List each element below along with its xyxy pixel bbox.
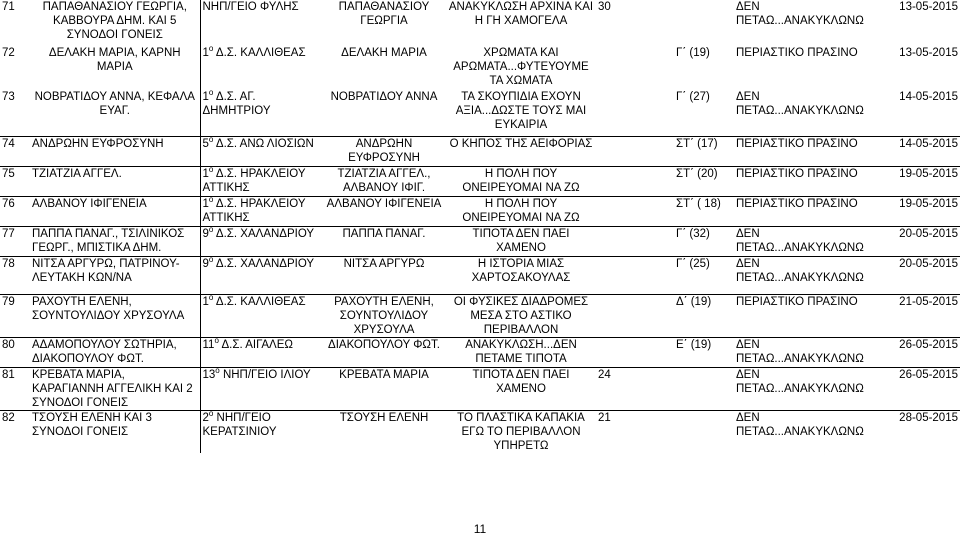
students-cell: ΑΝΔΡΩΗΝ ΕΥΦΡΟΣΥΝΗ (30, 136, 200, 166)
participants-cell (596, 46, 674, 90)
teacher-cell: ΠΑΠΑΘΑΝΑΣΙΟΥ ΓΕΩΡΓΙΑ (338, 1, 430, 27)
program-cell: ΠΕΡΙΑΣΤΙΚΟ ΠΡΑΣΙΝΟ (734, 166, 884, 196)
school-name: Δ.Σ. ΚΑΛΛΙΘΕΑΣ (213, 47, 306, 59)
school-number: 1 (202, 167, 209, 180)
table-row (0, 410, 960, 453)
participants-cell (596, 136, 674, 166)
date-cell: 14-05-2015 (899, 91, 958, 103)
program-cell: ΔΕΝ ΠΕΤΑΩ...ΑΝΑΚΥΚΛΩΝΩ (734, 256, 884, 294)
school-cell (200, 367, 322, 410)
school-number: 1 (202, 47, 209, 59)
school-ordinal: ο (215, 367, 220, 375)
participants-cell: 30 (598, 1, 611, 13)
students-cell: ΠΑΠΑΘΑΝΑΣΙΟΥ ΓΕΩΡΓΙΑ, ΚΑΒΒΟΥΡΑ ΔΗΜ. ΚΑΙ 5 ΣΥΝΟΔΟΙ ΓΟΝΕΙΣ (30, 0, 200, 46)
school-number: 9 (202, 227, 209, 240)
students-cell: ΡΑΧΟΥΤΗ ΕΛΕΝΗ, ΣΟΥΝΤΟΥΛΙΔΟΥ ΧΡΥΣΟΥΛΑ (30, 294, 200, 337)
table-row (0, 0, 960, 46)
teacher-cell: ΤΣΟΥΣΗ ΕΛΕΝΗ (322, 410, 446, 453)
school-name: Δ.Σ. ΚΑΛΛΙΘΕΑΣ (213, 295, 306, 308)
school-ordinal: ο (208, 136, 214, 144)
row-number: 73 (2, 91, 15, 103)
teacher-cell: ΚΡΕΒΑΤΑ ΜΑΡΙΑ (322, 367, 446, 410)
row-number: 81 (0, 367, 30, 410)
school-number: 1 (202, 197, 209, 210)
students-cell: ΤΖΙΑΤΖΙΑ ΑΓΓΕΛ. (30, 166, 200, 196)
row-number: 77 (0, 226, 30, 256)
students-cell: ΤΣΟΥΣΗ ΕΛΕΝΗ ΚΑΙ 3 ΣΥΝΟΔΟΙ ΓΟΝΕΙΣ (30, 410, 200, 453)
students-cell: ΑΔΑΜΟΠΟΥΛΟΥ ΣΩΤΗΡΙΑ, ΔΙΑΚΟΠΟΥΛΟΥ ΦΩΤ. (30, 337, 200, 367)
school-cell (200, 294, 322, 337)
date-cell: 21-05-2015 (884, 294, 960, 337)
students-cell: ΑΛΒΑΝΟΥ ΙΦΙΓΕΝΕΙΑ (30, 196, 200, 226)
school-number: 13 (202, 368, 216, 381)
school-cell (200, 136, 322, 166)
school-cell (200, 256, 322, 294)
program-title-cell: Ο ΚΗΠΟΣ ΤΗΣ ΑΕΙΦΟΡΙΑΣ (446, 136, 596, 166)
row-number: 75 (0, 166, 30, 196)
participants-cell: 24 (596, 367, 674, 410)
row-number: 72 (2, 47, 15, 59)
school-cell: ΝΗΠ/ΓΕΙΟ ΦΥΛΗΣ (202, 1, 299, 13)
row-number: 71 (2, 1, 15, 13)
participants-cell (596, 294, 674, 337)
teacher-cell: ΡΑΧΟΥΤΗ ΕΛΕΝΗ, ΣΟΥΝΤΟΥΛΙΔΟΥ ΧΡΥΣΟΥΛΑ (322, 294, 446, 337)
students-cell: ΝΟΒΡΑΤΙΔΟΥ ΑΝΝΑ, ΚΕΦΑΛΑ ΕΥΑΓ. (30, 90, 200, 136)
school-cell (200, 226, 322, 256)
program-title-cell: ΤΙΠΟΤΑ ΔΕΝ ΠΑΕΙ ΧΑΜΕΝΟ (446, 226, 596, 256)
school-ordinal: ο (208, 46, 214, 54)
program-cell: ΔΕΝ ΠΕΤΑΩ...ΑΝΑΚΥΚΛΩΝΩ (736, 1, 864, 27)
table-row (0, 136, 960, 166)
students-cell: ΠΑΠΠΑ ΠΑΝΑΓ., ΤΣΙΛΙΝΙΚΟΣ ΓΕΩΡΓ., ΜΠΙΣΤΙΚΑ ΔΗΜ. (30, 226, 200, 256)
program-cell: ΔΕΝ ΠΕΤΑΩ...ΑΝΑΚΥΚΛΩΝΩ (736, 91, 864, 117)
class-cell (674, 0, 734, 46)
teacher-cell: ΔΙΑΚΟΠΟΥΛΟΥ ΦΩΤ. (322, 337, 446, 367)
row-number: 82 (0, 410, 30, 453)
school-name: Δ.Σ. ΑΝΩ ΛΙΟΣΙΩΝ (213, 137, 314, 150)
school-cell (200, 90, 322, 136)
class-cell: ΣΤ΄ ( 18) (674, 196, 734, 226)
students-cell: ΝΙΤΣΑ ΑΡΓΥΡΩ, ΠΑΤΡΙΝΟΥ-ΛΕΥΤΑΚΗ ΚΩΝ/ΝΑ (30, 256, 200, 294)
program-cell: ΠΕΡΙΑΣΤΙΚΟ ΠΡΑΣΙΝΟ (736, 47, 858, 59)
row-number: 76 (0, 196, 30, 226)
program-cell: ΔΕΝ ΠΕΤΑΩ...ΑΝΑΚΥΚΛΩΝΩ (734, 410, 884, 453)
school-number: 9 (202, 257, 209, 270)
program-title-cell: ΤΑ ΣΚΟΥΠΙΔΙΑ ΕΧΟΥΝ ΑΞΙΑ...ΔΩΣΤΕ ΤΟΥΣ ΜΑΙ ΕΥΚΑΙΡΙΑ (455, 91, 587, 131)
program-title-cell: ΤΙΠΟΤΑ ΔΕΝ ΠΑΕΙ ΧΑΜΕΝΟ (446, 367, 596, 410)
row-number: 78 (0, 256, 30, 294)
class-cell: ΣΤ΄ (17) (674, 136, 734, 166)
program-cell: ΠΕΡΙΑΣΤΙΚΟ ΠΡΑΣΙΝΟ (734, 136, 884, 166)
school-ordinal: ο (208, 256, 214, 264)
program-cell: ΔΕΝ ΠΕΤΑΩ...ΑΝΑΚΥΚΛΩΝΩ (734, 226, 884, 256)
teacher-cell: ΝΟΒΡΑΤΙΔΟΥ ΑΝΝΑ (330, 91, 438, 103)
school-cell (200, 337, 322, 367)
school-number: 1 (202, 91, 209, 103)
class-cell: Γ΄ (25) (674, 256, 734, 294)
school-name: Δ.Σ. ΧΑΛΑΝΔΡΙΟΥ (213, 227, 315, 240)
program-title-cell: ΟΙ ΦΥΣΙΚΕΣ ΔΙΑΔΡΟΜΕΣ ΜΕΣΑ ΣΤΟ ΑΣΤΙΚΟ ΠΕΡΙΒΑΛΛΟΝ (446, 294, 596, 337)
program-cell: ΠΕΡΙΑΣΤΙΚΟ ΠΡΑΣΙΝΟ (734, 294, 884, 337)
table-row (0, 90, 960, 136)
school-ordinal: ο (208, 410, 214, 418)
class-cell: Ε΄ (19) (674, 337, 734, 367)
class-cell: Γ΄ (32) (674, 226, 734, 256)
school-ordinal: ο (208, 226, 214, 234)
date-cell: 28-05-2015 (884, 410, 960, 453)
program-title-cell: ΤΟ ΠΛΑΣΤΙΚΑ ΚΑΠΑΚΙΑ ΕΓΩ ΤΟ ΠΕΡΙΒΑΛΛΟΝ ΥΠΗΡΕΤΩ (446, 410, 596, 453)
class-cell: Γ΄ (27) (676, 91, 710, 103)
program-title-cell: Η ΠΟΛΗ ΠΟΥ ΟΝΕΙΡΕΥΟΜΑΙ ΝΑ ΖΩ (446, 166, 596, 196)
date-cell: 13-05-2015 (899, 47, 958, 59)
school-ordinal: ο (208, 90, 214, 98)
school-cell (200, 196, 322, 226)
date-cell: 26-05-2015 (884, 337, 960, 367)
program-title-cell: Η ΙΣΤΟΡΙΑ ΜΙΑΣ ΧΑΡΤΟΣΑΚΟΥΛΑΣ (446, 256, 596, 294)
table-row (0, 196, 960, 226)
school-name: ΝΗΠ/ΓΕΙΟ ΚΕΡΑΤΣΙΝΙΟΥ (202, 411, 277, 438)
school-name: Δ.Σ. ΑΓ. ΔΗΜΗΤΡΙΟΥ (202, 91, 271, 117)
school-name: Δ.Σ. ΧΑΛΑΝΔΡΙΟΥ (213, 257, 315, 270)
date-cell: 13-05-2015 (899, 1, 958, 13)
program-cell: ΔΕΝ ΠΕΤΑΩ...ΑΝΑΚΥΚΛΩΝΩ (734, 337, 884, 367)
students-cell: ΚΡΕΒΑΤΑ ΜΑΡΙΑ, ΚΑΡΑΓΙΑΝΝΗ ΑΓΓΕΛΙΚΗ ΚΑΙ 2 ΣΥΝΟΔΟΙ ΓΟΝΕΙΣ (30, 367, 200, 410)
school-number: 11 (202, 338, 215, 351)
table-row (0, 166, 960, 196)
school-name: ΝΗΠ/ΓΕΙΟ ΙΛΙΟΥ (219, 368, 311, 381)
date-cell: 20-05-2015 (884, 226, 960, 256)
class-cell: ΣΤ΄ (20) (674, 166, 734, 196)
date-cell: 19-05-2015 (884, 166, 960, 196)
school-ordinal: ο (208, 166, 214, 174)
teacher-cell: ΑΛΒΑΝΟΥ ΙΦΙΓΕΝΕΙΑ (322, 196, 446, 226)
date-cell: 19-05-2015 (884, 196, 960, 226)
school-number: 1 (202, 295, 209, 308)
participants-cell (596, 196, 674, 226)
school-ordinal: ο (208, 196, 214, 204)
table-row (0, 256, 960, 294)
participants-cell: 21 (596, 410, 674, 453)
program-title-cell: ΧΡΩΜΑΤΑ ΚΑΙ ΑΡΩΜΑΤΑ...ΦΥΤΕΥΟΥΜΕ ΤΑ ΧΩΜΑΤΑ (453, 47, 589, 87)
date-cell: 20-05-2015 (884, 256, 960, 294)
participants-cell (596, 90, 674, 136)
participants-cell (596, 226, 674, 256)
school-name: Δ.Σ. ΗΡΑΚΛΕΙΟΥ ΑΤΤΙΚΗΣ (202, 197, 306, 224)
program-title-cell: ΑΝΑΚΥΚΛΩΣΗ...ΔΕΝ ΠΕΤΑΜΕ ΤΙΠΟΤΑ (446, 337, 596, 367)
participants-cell (596, 166, 674, 196)
class-cell (674, 410, 734, 453)
class-cell: Δ΄ (19) (674, 294, 734, 337)
teacher-cell: ΤΖΙΑΤΖΙΑ ΑΓΓΕΛ., ΑΛΒΑΝΟΥ ΙΦΙΓ. (322, 166, 446, 196)
students-cell: ΔΕΛΑΚΗ ΜΑΡΙΑ, ΚΑΡΝΗ ΜΑΡΙΑ (30, 46, 200, 90)
program-title-cell: ΑΝΑΚΥΚΛΩΣΗ ΑΡΧΙΝΑ ΚΑΙ Η ΓΗ ΧΑΜΟΓΕΛΑ (448, 1, 594, 27)
page-number: 11 (473, 522, 487, 536)
teacher-cell: ΝΙΤΣΑ ΑΡΓΥΡΩ (322, 256, 446, 294)
school-ordinal: ο (208, 294, 214, 302)
participants-cell (596, 337, 674, 367)
date-cell: 14-05-2015 (884, 136, 960, 166)
row-number: 80 (0, 337, 30, 367)
class-cell: Γ΄ (19) (676, 47, 710, 59)
table-row (0, 46, 960, 90)
teacher-cell: ΠΑΠΠΑ ΠΑΝΑΓ. (322, 226, 446, 256)
row-number: 74 (0, 136, 30, 166)
program-cell: ΔΕΝ ΠΕΤΑΩ...ΑΝΑΚΥΚΛΩΝΩ (734, 367, 884, 410)
school-cell (200, 166, 322, 196)
school-number: 5 (202, 137, 209, 150)
table-row (0, 337, 960, 367)
class-cell (674, 367, 734, 410)
teacher-cell: ΔΕΛΑΚΗ ΜΑΡΙΑ (341, 47, 427, 59)
program-title-cell: Η ΠΟΛΗ ΠΟΥ ΟΝΕΙΡΕΥΟΜΑΙ ΝΑ ΖΩ (446, 196, 596, 226)
date-cell: 26-05-2015 (884, 367, 960, 410)
school-cell (200, 46, 322, 90)
table-row (0, 226, 960, 256)
school-number: 2 (202, 411, 209, 424)
table-row (0, 294, 960, 337)
school-ordinal: ο (214, 337, 219, 345)
teacher-cell: ΑΝΔΡΩΗΝ ΕΥΦΡΟΣΥΝΗ (322, 136, 446, 166)
participants-cell (596, 256, 674, 294)
school-name: Δ.Σ. ΑΙΓΑΛΕΩ (218, 338, 293, 351)
school-cell (200, 410, 322, 453)
program-cell: ΠΕΡΙΑΣΤΙΚΟ ΠΡΑΣΙΝΟ (734, 196, 884, 226)
table-row (0, 367, 960, 410)
row-number: 79 (0, 294, 30, 337)
school-name: Δ.Σ. ΗΡΑΚΛΕΙΟΥ ΑΤΤΙΚΗΣ (202, 167, 306, 194)
